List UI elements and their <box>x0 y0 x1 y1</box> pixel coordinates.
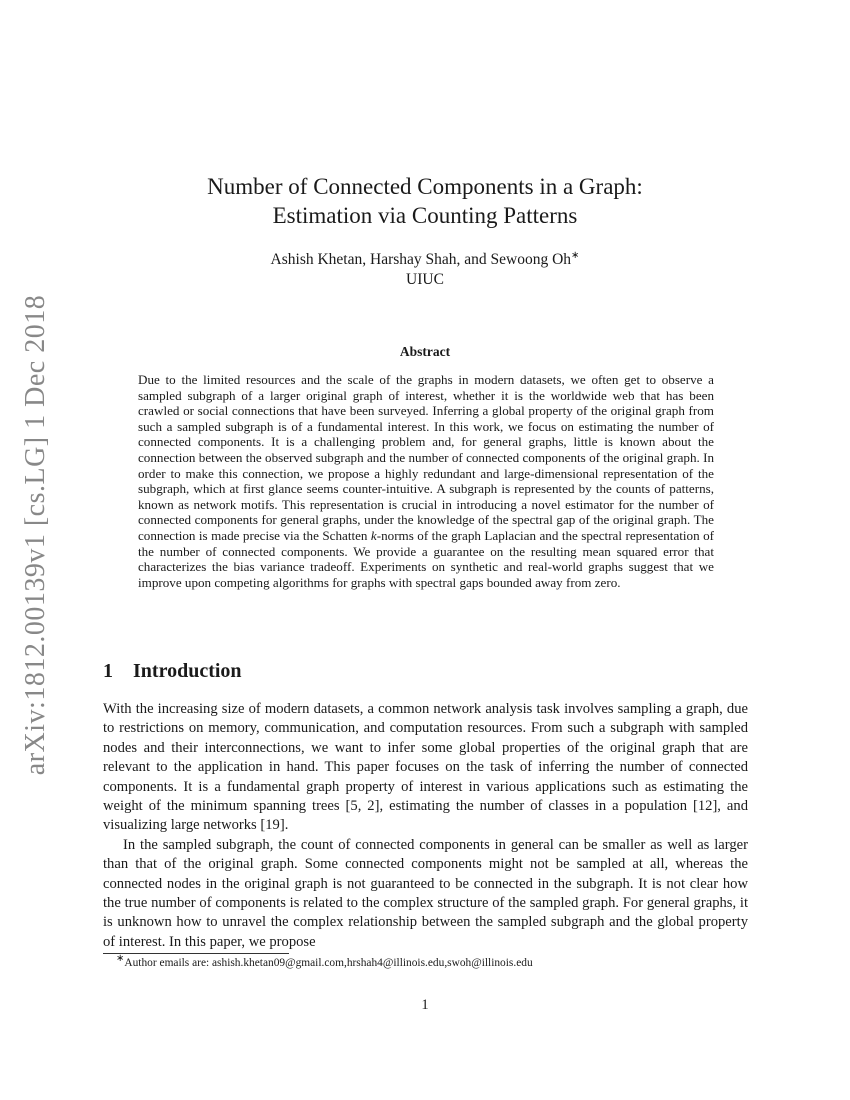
paper-title <box>100 172 750 230</box>
section-number: 1 <box>103 660 113 682</box>
abstract-heading: Abstract <box>399 344 451 359</box>
page-number: 1 <box>421 997 429 1013</box>
intro-paragraph-2: In the sampled subgraph, the count of connected components in general can be smaller as well as larger than that of the original graph. Some connected components might not be sampled at all, whereas the connected nodes in the original graph is not guaranteed to be connected in the subgraph. It is not clear how the true number of components is related to the complex structure of the sampled graph. For general graphs, it is unknown how to unravel the complex relationship between the sampled subgraph and the global property of interest. In this paper, we propose <box>103 836 748 950</box>
author-names: Ashish Khetan, Harshay Shah, and Sewoong Oh∗ <box>270 249 580 268</box>
footnote <box>116 953 533 969</box>
author-footnote-marker: ∗ <box>571 249 580 261</box>
footnote-marker: ∗ <box>116 953 125 965</box>
section-heading-introduction <box>103 660 242 683</box>
section-title: Introduction <box>133 660 242 682</box>
arxiv-sidebar <box>0 0 70 1100</box>
arxiv-identifier: arXiv:1812.00139v1 [cs.LG] 1 Dec 2018 <box>20 294 51 776</box>
footnote-text: Author emails are: ashish.khetan09@gmail.com,hrshah4@illinois.edu,swoh@illinois.edu <box>124 957 533 969</box>
title-line-1: Number of Connected Components in a Graph: <box>207 174 643 199</box>
intro-paragraph-1: With the increasing size of modern datasets, a common network analysis task involves sampling a graph, due to restrictions on memory, communication, and computation resources. From such a subgraph with sampled nodes and their interconnections, we want to infer some global properties of the original graph that are relevant to the application in hand. This paper focuses on the task of inferring the number of connected components. It is a fundamental graph property of interest in various applications such as estimating the weight of the minimum spanning trees [5, 2], estimating the number of classes in a population [12], and visualizing large networks [19]. <box>103 701 748 834</box>
author-block <box>100 250 750 290</box>
affiliation: UIUC <box>406 271 444 288</box>
introduction-body <box>103 700 748 952</box>
abstract-text: Due to the limited resources and the scale of the graphs in modern datasets, we often get to observe a sampled subgraph of a larger original graph of interest, whether it is the worldwide web that has been crawled or social connections that have been surveyed. Inferring a global property of the original graph from such a sampled subgraph is of a fundamental interest. In this work, we focus on estimating the number of connected components. It is a challenging problem and, for general graphs, little is known about the connection between the observed subgraph and the number of connected components of the original graph. In order to make this connection, we propose a highly redundant and large-dimensional representation of the subgraph, which at first glance seems counter-intuitive. A subgraph is represented by the counts of patterns, known as network motifs. This representation is crucial in introducing a novel estimator for the number of connected components for general graphs, under the knowledge of the spectral gap of the original graph. The connection is made precise via the Schatten k-norms of the graph Laplacian and the spectral representation of the number of connected components. We provide a guarantee on the resulting mean squared error that characterizes the bias variance tradeoff. Experiments on synthetic and real-world graphs suggest that we improve upon competing algorithms for graphs with spectral gaps bounded away from zero. <box>138 372 714 590</box>
footnote-divider <box>103 953 289 954</box>
title-line-2: Estimation via Counting Patterns <box>272 203 578 228</box>
